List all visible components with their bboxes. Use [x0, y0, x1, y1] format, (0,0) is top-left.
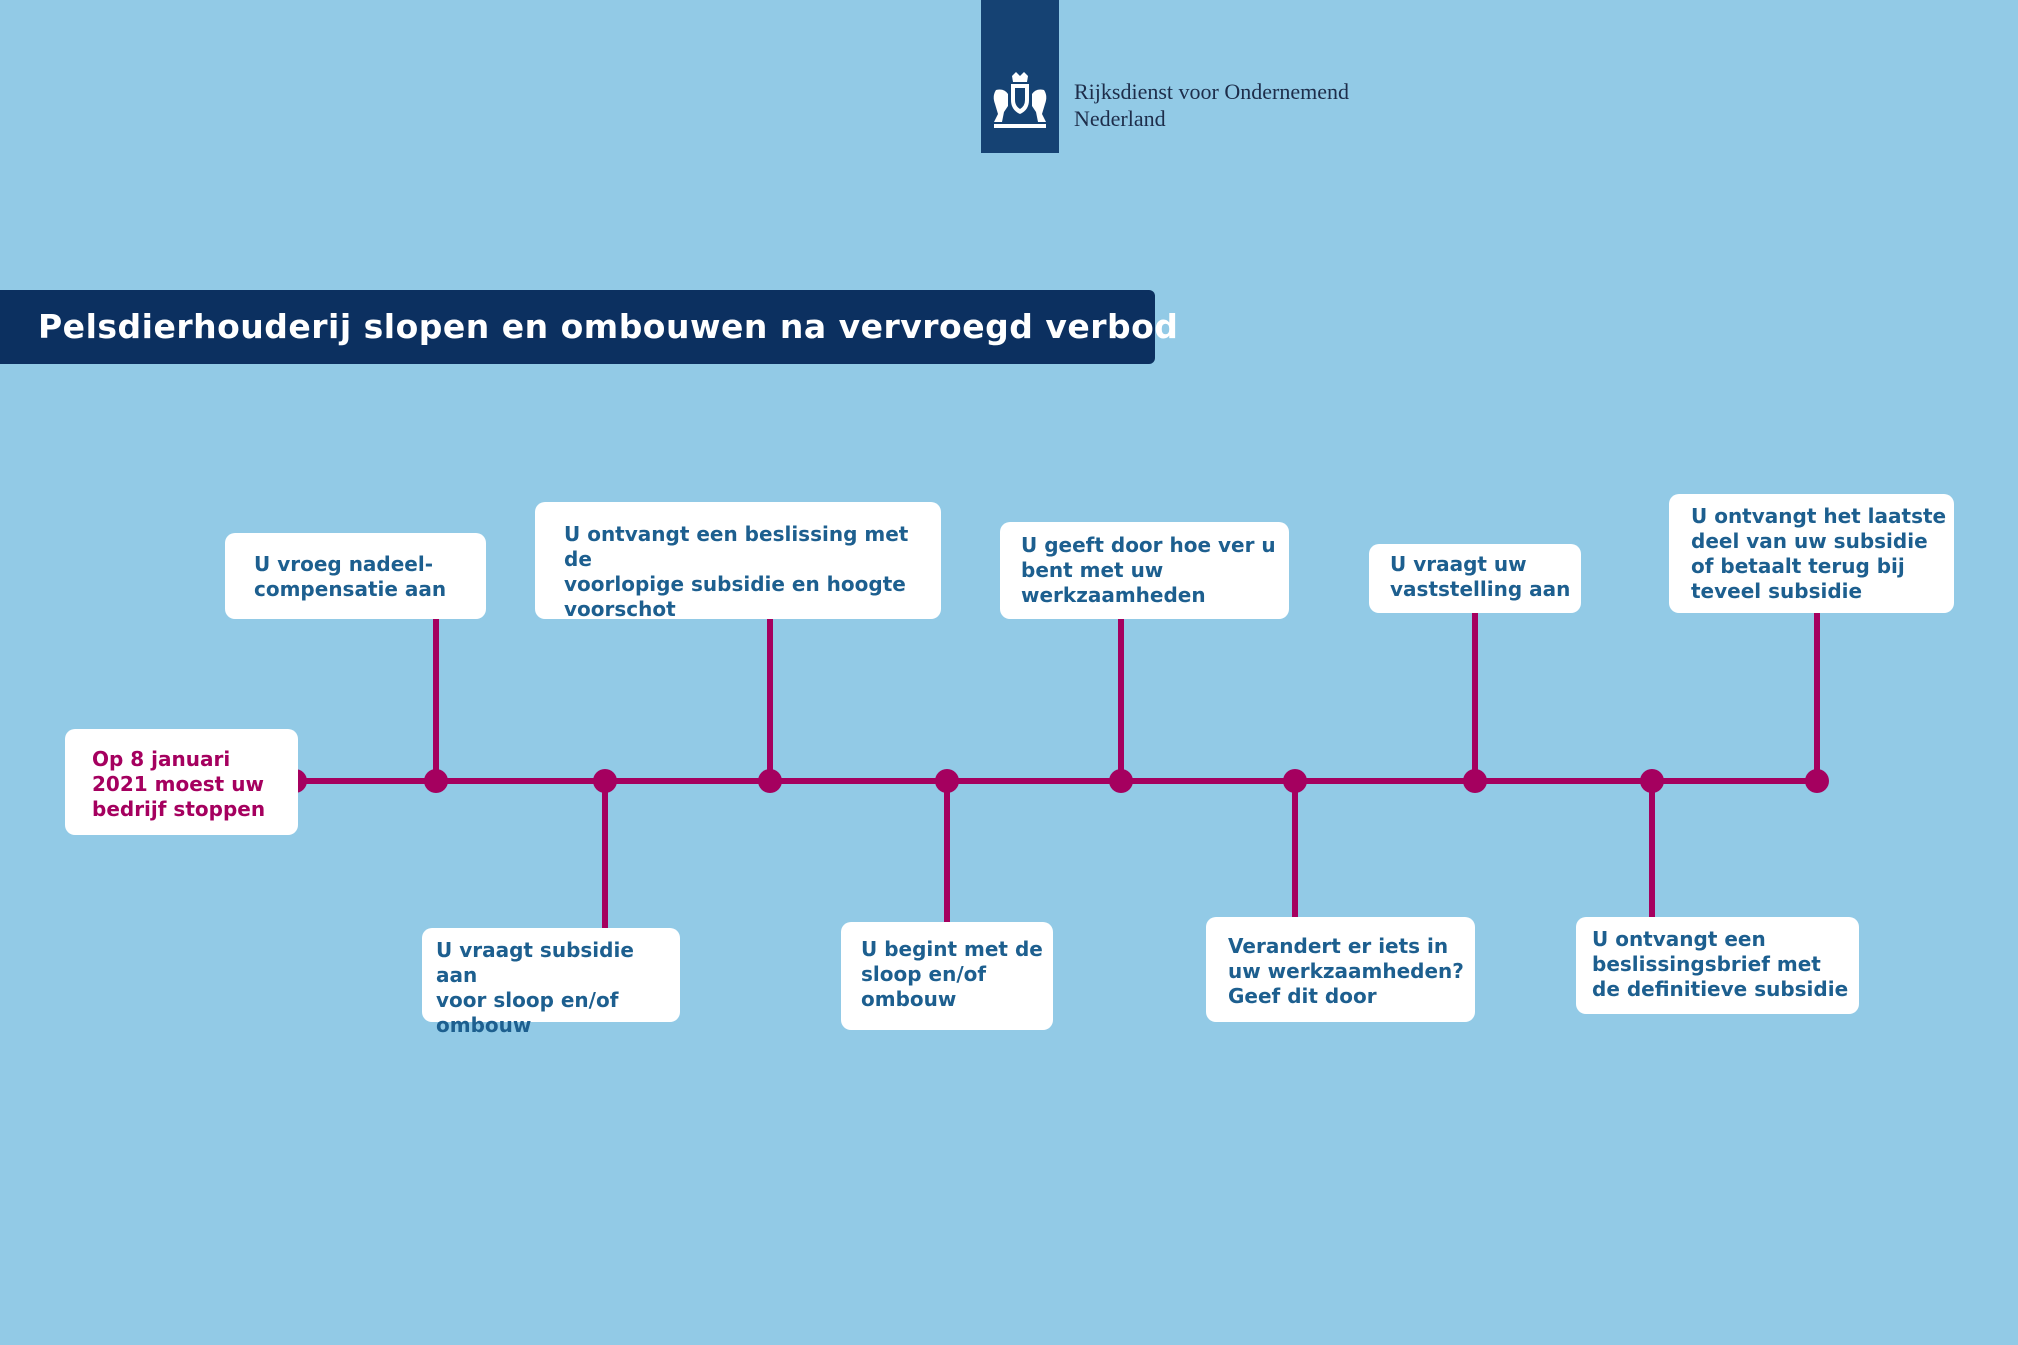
timeline-dot-9	[1805, 769, 1829, 793]
timeline-start-label: Op 8 januari 2021 moest uw bedrijf stoppen	[92, 747, 266, 821]
timeline-step-label-9: U ontvangt het laatste deel van uw subsidie of betaalt terug bij teveel subsidie	[1691, 504, 1947, 603]
timeline-dot-7	[1463, 769, 1487, 793]
timeline-step-card-6	[1206, 917, 1475, 1022]
page-title: Pelsdierhouderij slopen en ombouwen na vervroegd verbod	[38, 307, 1179, 346]
timeline-step-label-6: Verandert er iets in uw werkzaamheden? Geef dit door	[1228, 934, 1464, 1008]
timeline-dot-6	[1283, 769, 1307, 793]
timeline-start-card	[65, 729, 298, 835]
timeline-step-card-4	[841, 922, 1053, 1030]
timeline-dot-1	[424, 769, 448, 793]
organization-name-line1: Rijksdienst voor Ondernemend	[1074, 79, 1349, 104]
timeline-step-label-4: U begint met de sloop en/of ombouw	[861, 937, 1043, 1011]
timeline-step-card-5	[1000, 522, 1289, 619]
timeline-step-card-7	[1369, 544, 1581, 613]
timeline-step-label-5: U geeft door hoe ver u bent met uw werkzaamheden	[1021, 533, 1276, 607]
timeline-step-card-9	[1669, 494, 1954, 613]
timeline-dot-2	[593, 769, 617, 793]
timeline-step-label-7: U vraagt uw vaststelling aan	[1390, 552, 1571, 601]
timeline-step-label-3: U ontvangt een beslissing met de voorlopige subsidie en hoogte voorschot	[564, 522, 909, 621]
timeline-dot-3	[758, 769, 782, 793]
timeline-dot-8	[1640, 769, 1664, 793]
timeline-step-label-8: U ontvangt een beslissingsbrief met de definitieve subsidie	[1592, 927, 1849, 1001]
timeline-step-label-2: U vraagt subsidie aan voor sloop en/of ombouw	[436, 938, 634, 1037]
organization-name-line2: Nederland	[1074, 106, 1166, 131]
timeline-step-label-1: U vroeg nadeel- compensatie aan	[254, 552, 447, 601]
timeline-step-card-8	[1576, 917, 1859, 1014]
timeline-step-card-1	[225, 533, 486, 619]
timeline-step-card-3	[535, 502, 941, 619]
timeline-step-card-2	[422, 928, 680, 1037]
timeline-dot-5	[1109, 769, 1133, 793]
timeline-dot-4	[935, 769, 959, 793]
